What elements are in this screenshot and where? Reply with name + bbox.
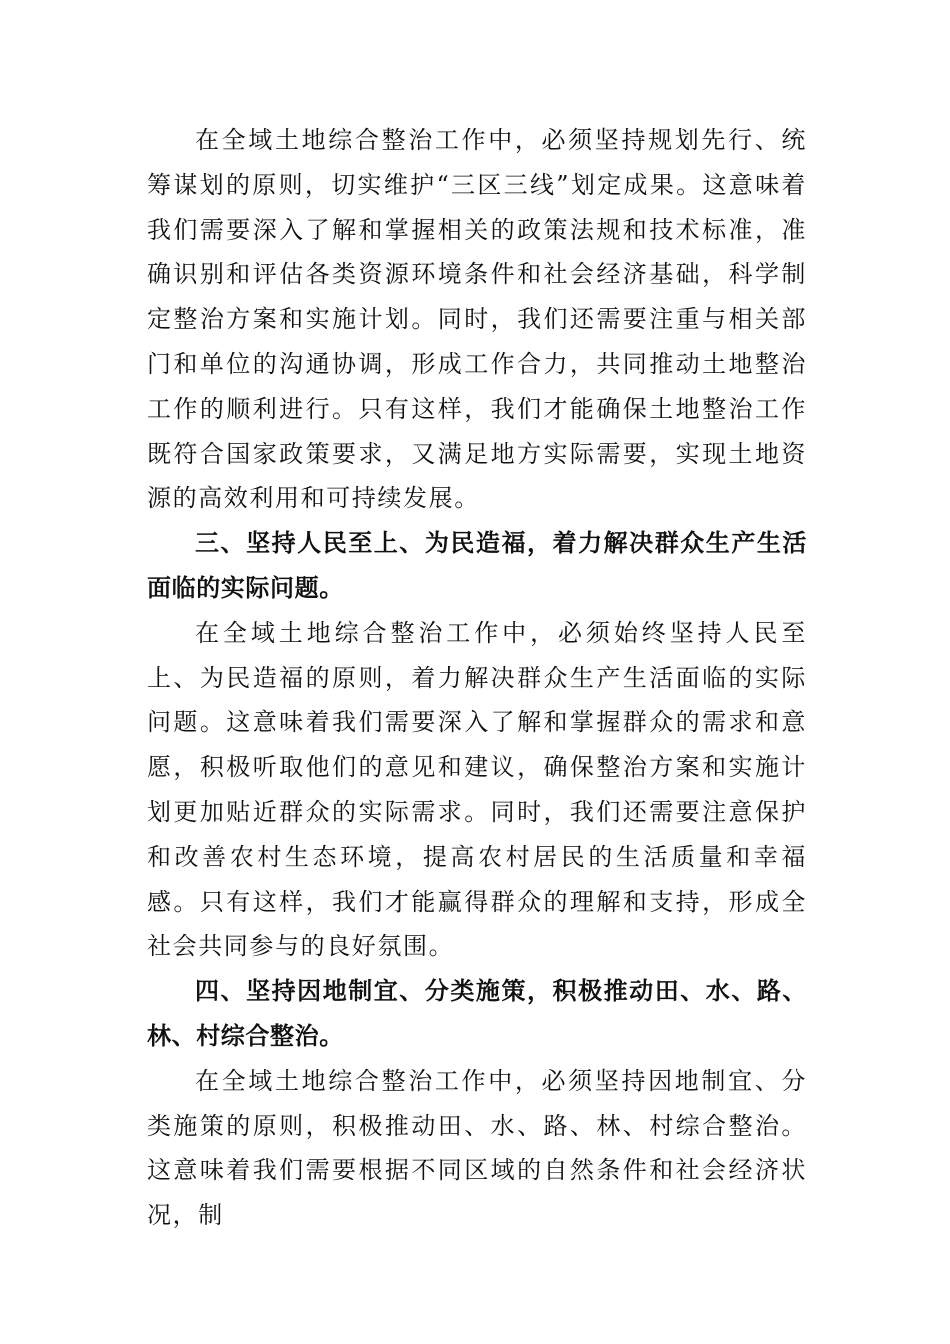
section-heading-4: 四、坚持因地制宜、分类施策，积极推动田、水、路、林、村综合整治。: [147, 977, 807, 1050]
body-paragraph: 在全域土地综合整治工作中，必须始终坚持人民至上、为民造福的原则，着力解决群众生产生活面临的实际问题。这意味着我们需要深入了解和掌握群众的需求和意愿，积极听取他们的意见和建议，确保整治方案和实施计划更加贴近群众的实际需求。同时，我们还需要注意保护和改善农村生态环境，提高农村居民的生活质量和幸福感。只有这样，我们才能赢得群众的理解和支持，形成全社会共同参与的良好氛围。: [147, 618, 807, 961]
body-paragraph: 在全域土地综合整治工作中，必须坚持规划先行、统筹谋划的原则，切实维护“三区三线”划定成果。这意味着我们需要深入了解和掌握相关的政策法规和技术标准，准确识别和评估各类资源环境条件和社会经济基础，科学制定整治方案和实施计划。同时，我们还需要注重与相关部门和单位的沟通协调，形成工作合力，共同推动土地整治工作的顺利进行。只有这样，我们才能确保土地整治工作既符合国家政策要求，又满足地方实际需要，实现土地资源的高效利用和可持续发展。: [147, 126, 807, 513]
section-heading-3: 三、坚持人民至上、为民造福，着力解决群众生产生活面临的实际问题。: [147, 529, 807, 602]
document-body: [147, 118, 807, 1238]
body-paragraph: 在全域土地综合整治工作中，必须坚持因地制宜、分类施策的原则，积极推动田、水、路、林、村综合整治。这意味着我们需要根据不同区域的自然条件和社会经济状况，制: [147, 1066, 807, 1230]
